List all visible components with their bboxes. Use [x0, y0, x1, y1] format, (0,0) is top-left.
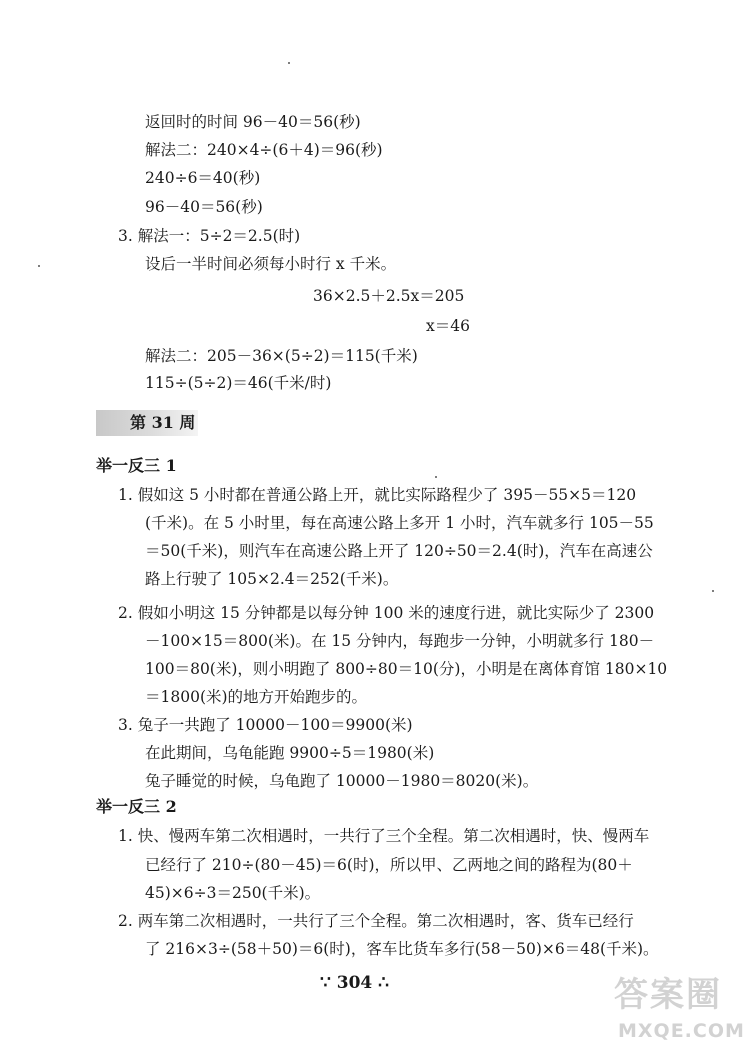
scan-speck	[712, 590, 714, 592]
text-line: 2. 两车第二次相遇时，一共行了三个全程。第二次相遇时，客、货车已经行	[118, 912, 634, 930]
text-line: 返回时的时间 96－40＝56(秒)	[145, 113, 361, 131]
page-number-value: 304	[336, 973, 373, 993]
text-line: 100＝80(米)，则小明跑了 800÷80＝10(分)，小明是在离体育馆 180×10	[145, 660, 668, 678]
scan-speck	[38, 265, 40, 267]
text-line: 3. 解法一：5÷2＝2.5(时)	[118, 227, 301, 245]
text-line: 96－40＝56(秒)	[145, 198, 263, 216]
text-line: 了 216×3÷(58＋50)＝6(时)，客车比货车多行(58－50)×6＝48(千米)。	[145, 940, 659, 958]
scan-speck	[288, 62, 290, 64]
text-line: 已经行了 210÷(80－45)＝6(时)，所以甲、乙两地之间的路程为(80＋	[145, 856, 633, 874]
equation-line: x＝46	[426, 317, 470, 335]
text-line: 45)×6÷3＝250(千米)。	[145, 884, 321, 902]
text-line: 1. 快、慢两车第二次相遇时，一共行了三个全程。第二次相遇时，快、慢两车	[118, 827, 650, 845]
text-line: ＝50(千米)，则汽车在高速公路上开了 120÷50＝2.4(时)，汽车在高速公	[145, 542, 653, 560]
page-number	[320, 972, 389, 994]
text-line: 兔子睡觉的时候，乌龟跑了 10000－1980＝8020(米)。	[145, 772, 539, 790]
text-line: 1. 假如这 5 小时都在普通公路上开，就比实际路程少了 395－55×5＝120	[118, 486, 637, 504]
watermark-text-bottom: MXQE.COM	[618, 1020, 745, 1042]
text-line: 设后一半时间必须每小时行 x 千米。	[145, 255, 397, 273]
text-line: 解法二：205－36×(5÷2)＝115(千米)	[145, 347, 418, 365]
text-line: (千米)。在 5 小时里，每在高速公路上多开 1 小时，汽车就多行 105－55	[145, 514, 654, 532]
equation-line: 36×2.5＋2.5x＝205	[313, 287, 465, 305]
subheading: 举一反三 1	[96, 456, 177, 475]
scan-speck	[435, 476, 437, 478]
text-line: 3. 兔子一共跑了 10000－100＝9900(米)	[118, 716, 413, 734]
text-line: 路上行驶了 105×2.4＝252(千米)。	[145, 570, 399, 588]
watermark-logo	[608, 975, 744, 1049]
text-line: 240÷6＝40(秒)	[145, 169, 261, 187]
text-line: 2. 假如小明这 15 分钟都是以每分钟 100 米的速度行进，就比实际少了 2300	[118, 604, 655, 622]
watermark-text-top: 答案圈	[614, 975, 722, 1015]
text-line: 在此期间，乌龟能跑 9900÷5＝1980(米)	[145, 744, 435, 762]
text-line: －100×15＝800(米)。在 15 分钟内，每跑步一分钟，小明就多行 180－	[145, 632, 655, 650]
text-line: ＝1800(米)的地方开始跑步的。	[145, 688, 368, 706]
subheading: 举一反三 2	[96, 797, 177, 816]
section-title: 第 31 周	[130, 413, 196, 432]
text-line: 解法二：240×4÷(6＋4)＝96(秒)	[145, 141, 383, 159]
text-line: 115÷(5÷2)＝46(千米/时)	[145, 374, 332, 392]
decorative-dots-right: ∴	[378, 973, 389, 993]
decorative-dots-left: ∵	[320, 973, 331, 993]
